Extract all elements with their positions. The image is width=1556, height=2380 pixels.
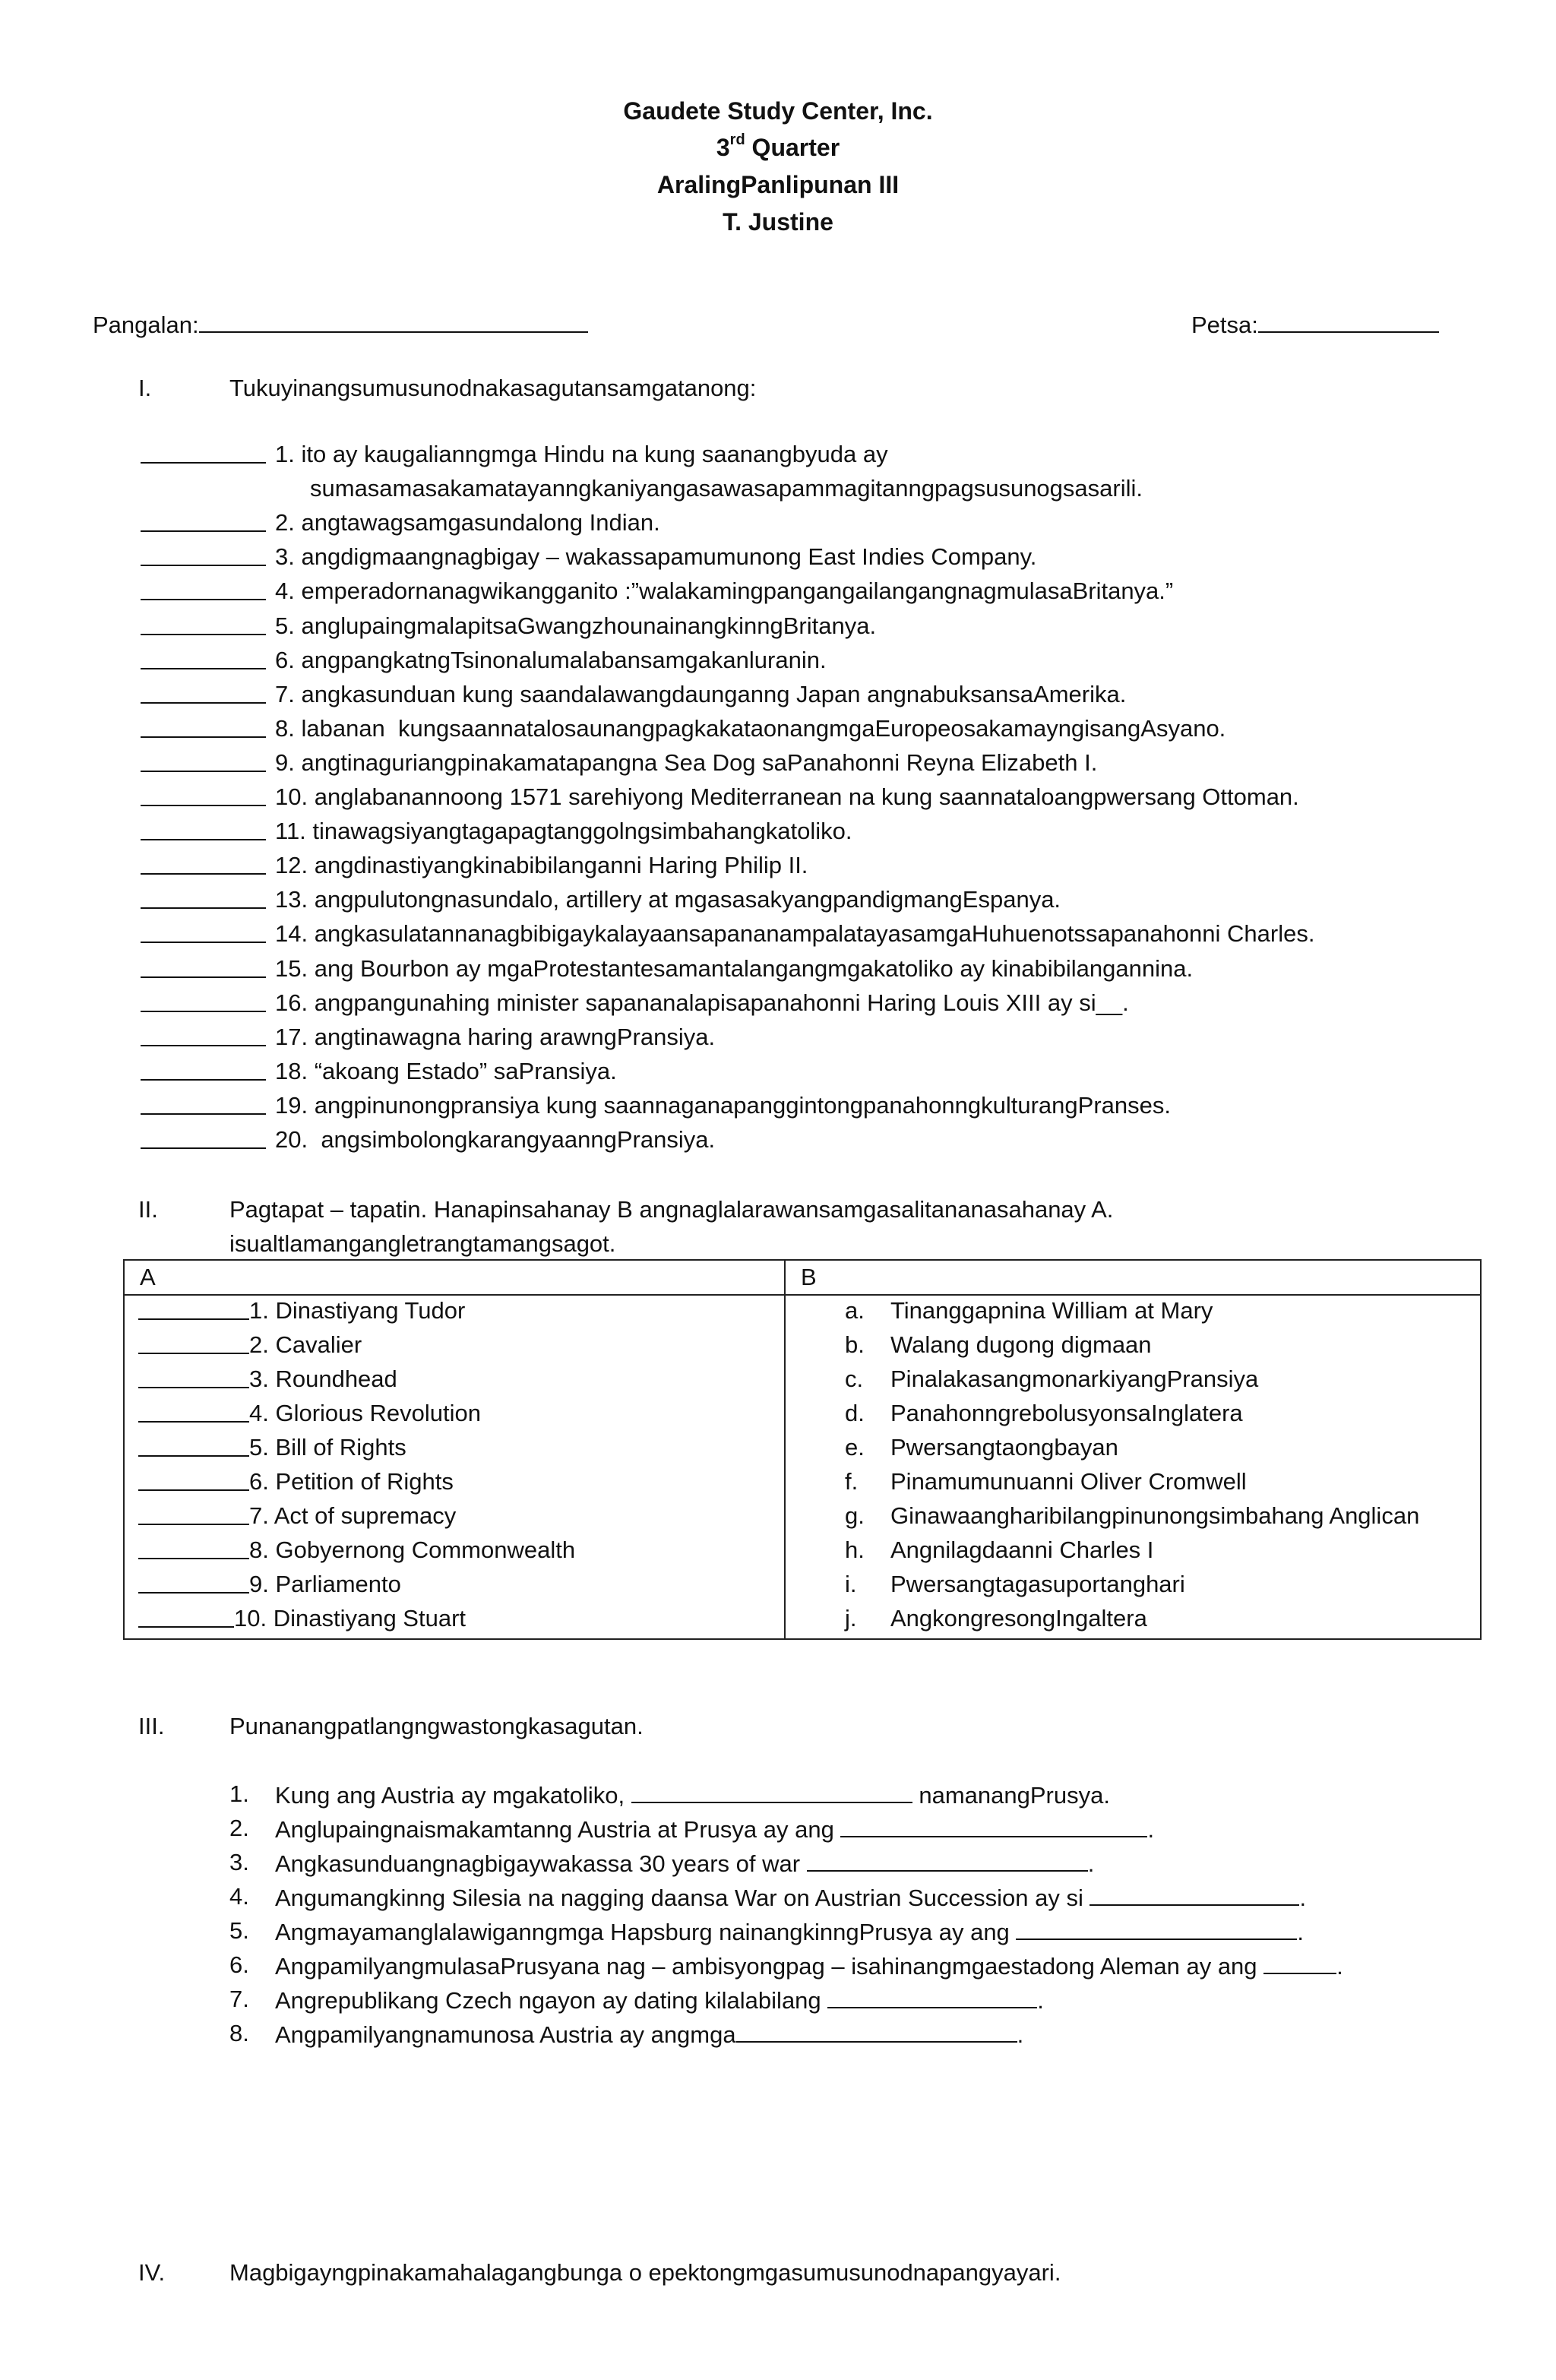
column-a-cell (124, 1295, 785, 1639)
column-b-header: B (785, 1260, 1481, 1295)
answer-blank (141, 855, 266, 875)
fill-item-number: 1. (229, 1780, 249, 1807)
fill-item-ending: . (1087, 1850, 1095, 1877)
teacher-name: T. Justine (723, 208, 833, 236)
fill-blank (807, 1850, 1088, 1872)
fill-item (275, 1850, 1094, 1875)
subject-title: AralingPanlipunan III (656, 171, 900, 198)
fill-item (275, 1782, 1110, 1807)
question-item: 2. angtawagsamgasundalong Indian. (275, 509, 660, 536)
question-item: 10. anglabanannoong 1571 sarehiyong Mediterranean na kung saannataloangpwersang Ottoman. (275, 783, 1299, 810)
question-item: 15. ang Bourbon ay mgaProtestantesamantalangangmgakatoliko ay kinabibilangannina. (275, 954, 1194, 982)
answer-blank (141, 444, 266, 464)
fill-item-ending: . (1299, 1885, 1307, 1911)
part3-numeral: III. (138, 1713, 165, 1739)
fill-item (275, 1953, 1343, 1978)
fill-item-number: 6. (229, 1951, 249, 1978)
column-b-item: Ginawaangharibilangpinunongsimbahang Anglican (890, 1502, 1420, 1529)
column-a-item: 3. Roundhead (249, 1366, 397, 1392)
fill-blank (1016, 1919, 1297, 1940)
fill-blank (736, 2021, 1017, 2043)
column-b-letter: c. (845, 1366, 864, 1392)
column-b-item: Angnilagdaanni Charles I (890, 1537, 1154, 1563)
column-b-letter: j. (845, 1605, 857, 1632)
match-answer-blank (138, 1608, 234, 1628)
fill-item-number: 5. (229, 1917, 249, 1944)
name-field (93, 312, 588, 337)
school-name: Gaudete Study Center, Inc. (623, 97, 933, 125)
fill-item-text: AngpamilyangmulasaPrusyana nag – ambisyongpag – isahinangmgaestadong Aleman ay ang (275, 1953, 1264, 1980)
column-a-item: 6. Petition of Rights (249, 1468, 454, 1495)
name-blank (199, 312, 588, 333)
fill-item-text: Angpamilyangnamunosa Austria ay angmga (275, 2021, 736, 2048)
fill-item-ending: . (1017, 2021, 1024, 2048)
question-item: 3. angdigmaangnagbigay – wakassapamumunong East Indies Company. (275, 543, 1037, 571)
fill-blank (631, 1782, 912, 1803)
fill-item-ending: namanangPrusya. (912, 1782, 1110, 1809)
column-a-item: 10. Dinastiyang Stuart (234, 1605, 466, 1632)
question-item: 4. emperadornanagwikangganito :”walakamingpangangailangangnagmulasaBritanya.” (275, 578, 1174, 605)
fill-item (275, 1816, 1154, 1841)
quarter-heading (0, 131, 1556, 161)
part4-numeral: IV. (138, 2259, 166, 2286)
column-b-letter: h. (845, 1537, 865, 1563)
column-b-item: Pinamumunuanni Oliver Cromwell (890, 1468, 1247, 1495)
question-item: 1. ito ay kaugalianngmga Hindu na kung saanangbyuda ay (275, 441, 888, 467)
answer-blank (141, 581, 266, 600)
column-a-header: A (124, 1260, 785, 1295)
answer-blank (141, 718, 266, 738)
answer-blank (141, 821, 266, 840)
column-b-item: Pwersangtagasuportanghari (890, 1571, 1185, 1597)
part1-numeral: I. (138, 375, 152, 401)
answer-blank (141, 616, 266, 635)
fill-item-number: 2. (229, 1815, 249, 1841)
answer-blank (141, 1095, 266, 1115)
match-answer-blank (138, 1334, 249, 1354)
question-item: 18. “akoang Estado” saPransiya. (275, 1057, 617, 1084)
column-b-letter: i. (845, 1571, 857, 1597)
fill-item-text: Kung ang Austria ay mgakatoliko, (275, 1782, 631, 1809)
fill-item-text: Anglupaingnaismakamtanng Austria at Prusya ay ang (275, 1816, 841, 1843)
column-b-item: Tinanggapnina William at Mary (890, 1297, 1213, 1324)
fill-item-ending: . (1147, 1816, 1155, 1843)
fill-blank (827, 1987, 1037, 2008)
fill-item-text: Angkasunduangnagbigaywakassa 30 years of war (275, 1850, 807, 1877)
answer-blank (141, 786, 266, 806)
date-label: Petsa: (1191, 312, 1258, 338)
answer-blank (141, 650, 266, 669)
question-item: 20. angsimbolongkarangyaanngPransiya. (275, 1126, 716, 1153)
question-item: 7. angkasunduan kung saandalawangdaunganng Japan angnabuksansaAmerika. (275, 680, 1127, 707)
answer-blank (141, 684, 266, 704)
fill-item (275, 1885, 1306, 1910)
part2-numeral: II. (138, 1196, 158, 1223)
match-answer-blank (138, 1300, 249, 1320)
column-a-item: 9. Parliamento (249, 1571, 401, 1597)
answer-blank (141, 958, 266, 978)
date-field (1191, 312, 1439, 337)
column-b-letter: g. (845, 1502, 865, 1529)
part2-instruction-line1: Pagtapat – tapatin. Hanapinsahanay B angnaglalarawansamgasalitananasahanay A. (229, 1196, 1114, 1223)
fill-item-text: Angmayamanglalawiganngmga Hapsburg nainangkinngPrusya ay ang (275, 1919, 1017, 1945)
match-answer-blank (138, 1403, 249, 1423)
part3-instruction: Punanangpatlangngwastongkasagutan. (229, 1713, 644, 1739)
answer-blank (141, 889, 266, 909)
question-item: 5. anglupaingmalapitsaGwangzhounainangkinngBritanya. (275, 612, 877, 639)
fill-blank (1263, 1953, 1336, 1974)
fill-item-ending: . (1336, 1953, 1343, 1980)
column-b-letter: a. (845, 1297, 865, 1324)
column-b-letter: f. (845, 1468, 859, 1495)
answer-blank (141, 923, 266, 943)
column-a-item: 2. Cavalier (249, 1331, 362, 1358)
part1-instruction: Tukuyinangsumusunodnakasagutansamgatanong: (229, 375, 757, 401)
fill-item-number: 7. (229, 1986, 249, 2012)
answer-blank (141, 1027, 266, 1046)
date-blank (1258, 312, 1439, 333)
fill-blank (1090, 1885, 1299, 1906)
answer-blank (141, 992, 266, 1012)
column-b-item: AngkongresongIngaltera (890, 1605, 1147, 1632)
column-a-item: 1. Dinastiyang Tudor (249, 1297, 466, 1324)
question-item: 14. angkasulatannanagbibigaykalayaansapananampalatayasamgaHuhuenotssapanahonni Charles. (275, 920, 1315, 948)
question-item: 19. angpinunongpransiya kung saannaganapanggintongpanahonngkulturangPranses. (275, 1091, 1171, 1119)
match-answer-blank (138, 1505, 249, 1525)
column-b-letter: d. (845, 1400, 865, 1426)
fill-item-text: Angrepublikang Czech ngayon ay dating kilalabilang (275, 1987, 828, 2014)
column-b-item: Pwersangtaongbayan (890, 1434, 1118, 1461)
column-a-item: 7. Act of supremacy (249, 1502, 457, 1529)
fill-item (275, 1987, 1044, 2012)
match-answer-blank (138, 1437, 249, 1457)
answer-blank (141, 1061, 266, 1081)
question-item: 8. labanan kungsaannatalosaunangpagkakataonangmgaEuropeosakamayngisangAsyano. (275, 714, 1226, 742)
question-item: 6. angpangkatngTsinonalumalabansamgakanluranin. (275, 646, 827, 673)
fill-blank (840, 1816, 1147, 1837)
answer-blank (141, 752, 266, 772)
column-b-item: PanahonngrebolusyonsaInglatera (890, 1400, 1243, 1426)
fill-item-text: Angumangkinng Silesia na nagging daansa War on Austrian Succession ay si (275, 1885, 1090, 1911)
question-item-continuation: sumasamasakamatayanngkaniyangasawasapammagitanngpagsusunogsasarili. (310, 475, 1143, 502)
column-a-item: 8. Gobyernong Commonwealth (249, 1537, 576, 1563)
question-item: 11. tinawagsiyangtagapagtanggolngsimbahangkatoliko. (275, 818, 852, 845)
question-item: 13. angpulutongnasundalo, artillery at mgasasakyangpandigmangEspanya. (275, 886, 1061, 913)
column-b-letter: e. (845, 1434, 865, 1461)
column-a-item: 4. Glorious Revolution (249, 1400, 481, 1426)
column-b-item: PinalakasangmonarkiyangPransiya (890, 1366, 1259, 1392)
fill-item (275, 2021, 1023, 2046)
match-answer-blank (138, 1574, 249, 1594)
part2-instruction-line2: isualtlamangangletrangtamangsagot. (229, 1230, 616, 1257)
quarter-suffix: rd (729, 131, 745, 148)
answer-blank (141, 546, 266, 566)
quarter-number: 3 (716, 134, 730, 161)
fill-item-number: 3. (229, 1849, 249, 1875)
question-item: 9. angtinaguriangpinakamatapangna Sea Dog saPanahonni Reyna Elizabeth I. (275, 748, 1098, 776)
fill-item-ending: . (1037, 1987, 1044, 2014)
fill-item-ending: . (1297, 1919, 1305, 1945)
column-b-cell (785, 1295, 1481, 1639)
column-b-letter: b. (845, 1331, 865, 1358)
question-item: 12. angdinastiyangkinabibilanganni Haring Philip II. (275, 852, 808, 879)
fill-item (275, 1919, 1304, 1944)
match-answer-blank (138, 1540, 249, 1559)
matching-table (123, 1259, 1482, 1640)
answer-blank (141, 512, 266, 532)
part4-instruction: Magbigayngpinakamahalagangbunga o epektongmgasumusunodnapangyayari. (229, 2259, 1061, 2286)
fill-item-number: 4. (229, 1883, 249, 1910)
fill-item-number: 8. (229, 2020, 249, 2046)
name-label: Pangalan: (93, 312, 199, 338)
answer-blank (141, 1129, 266, 1149)
quarter-word: Quarter (751, 134, 840, 161)
column-b-item: Walang dugong digmaan (890, 1331, 1152, 1358)
question-item: 16. angpangunahing minister sapananalapisapanahonni Haring Louis XIII ay si__. (275, 989, 1129, 1016)
column-a-item: 5. Bill of Rights (249, 1434, 406, 1461)
question-item: 17. angtinawagna haring arawngPransiya. (275, 1023, 716, 1050)
match-answer-blank (138, 1471, 249, 1491)
match-answer-blank (138, 1369, 249, 1388)
